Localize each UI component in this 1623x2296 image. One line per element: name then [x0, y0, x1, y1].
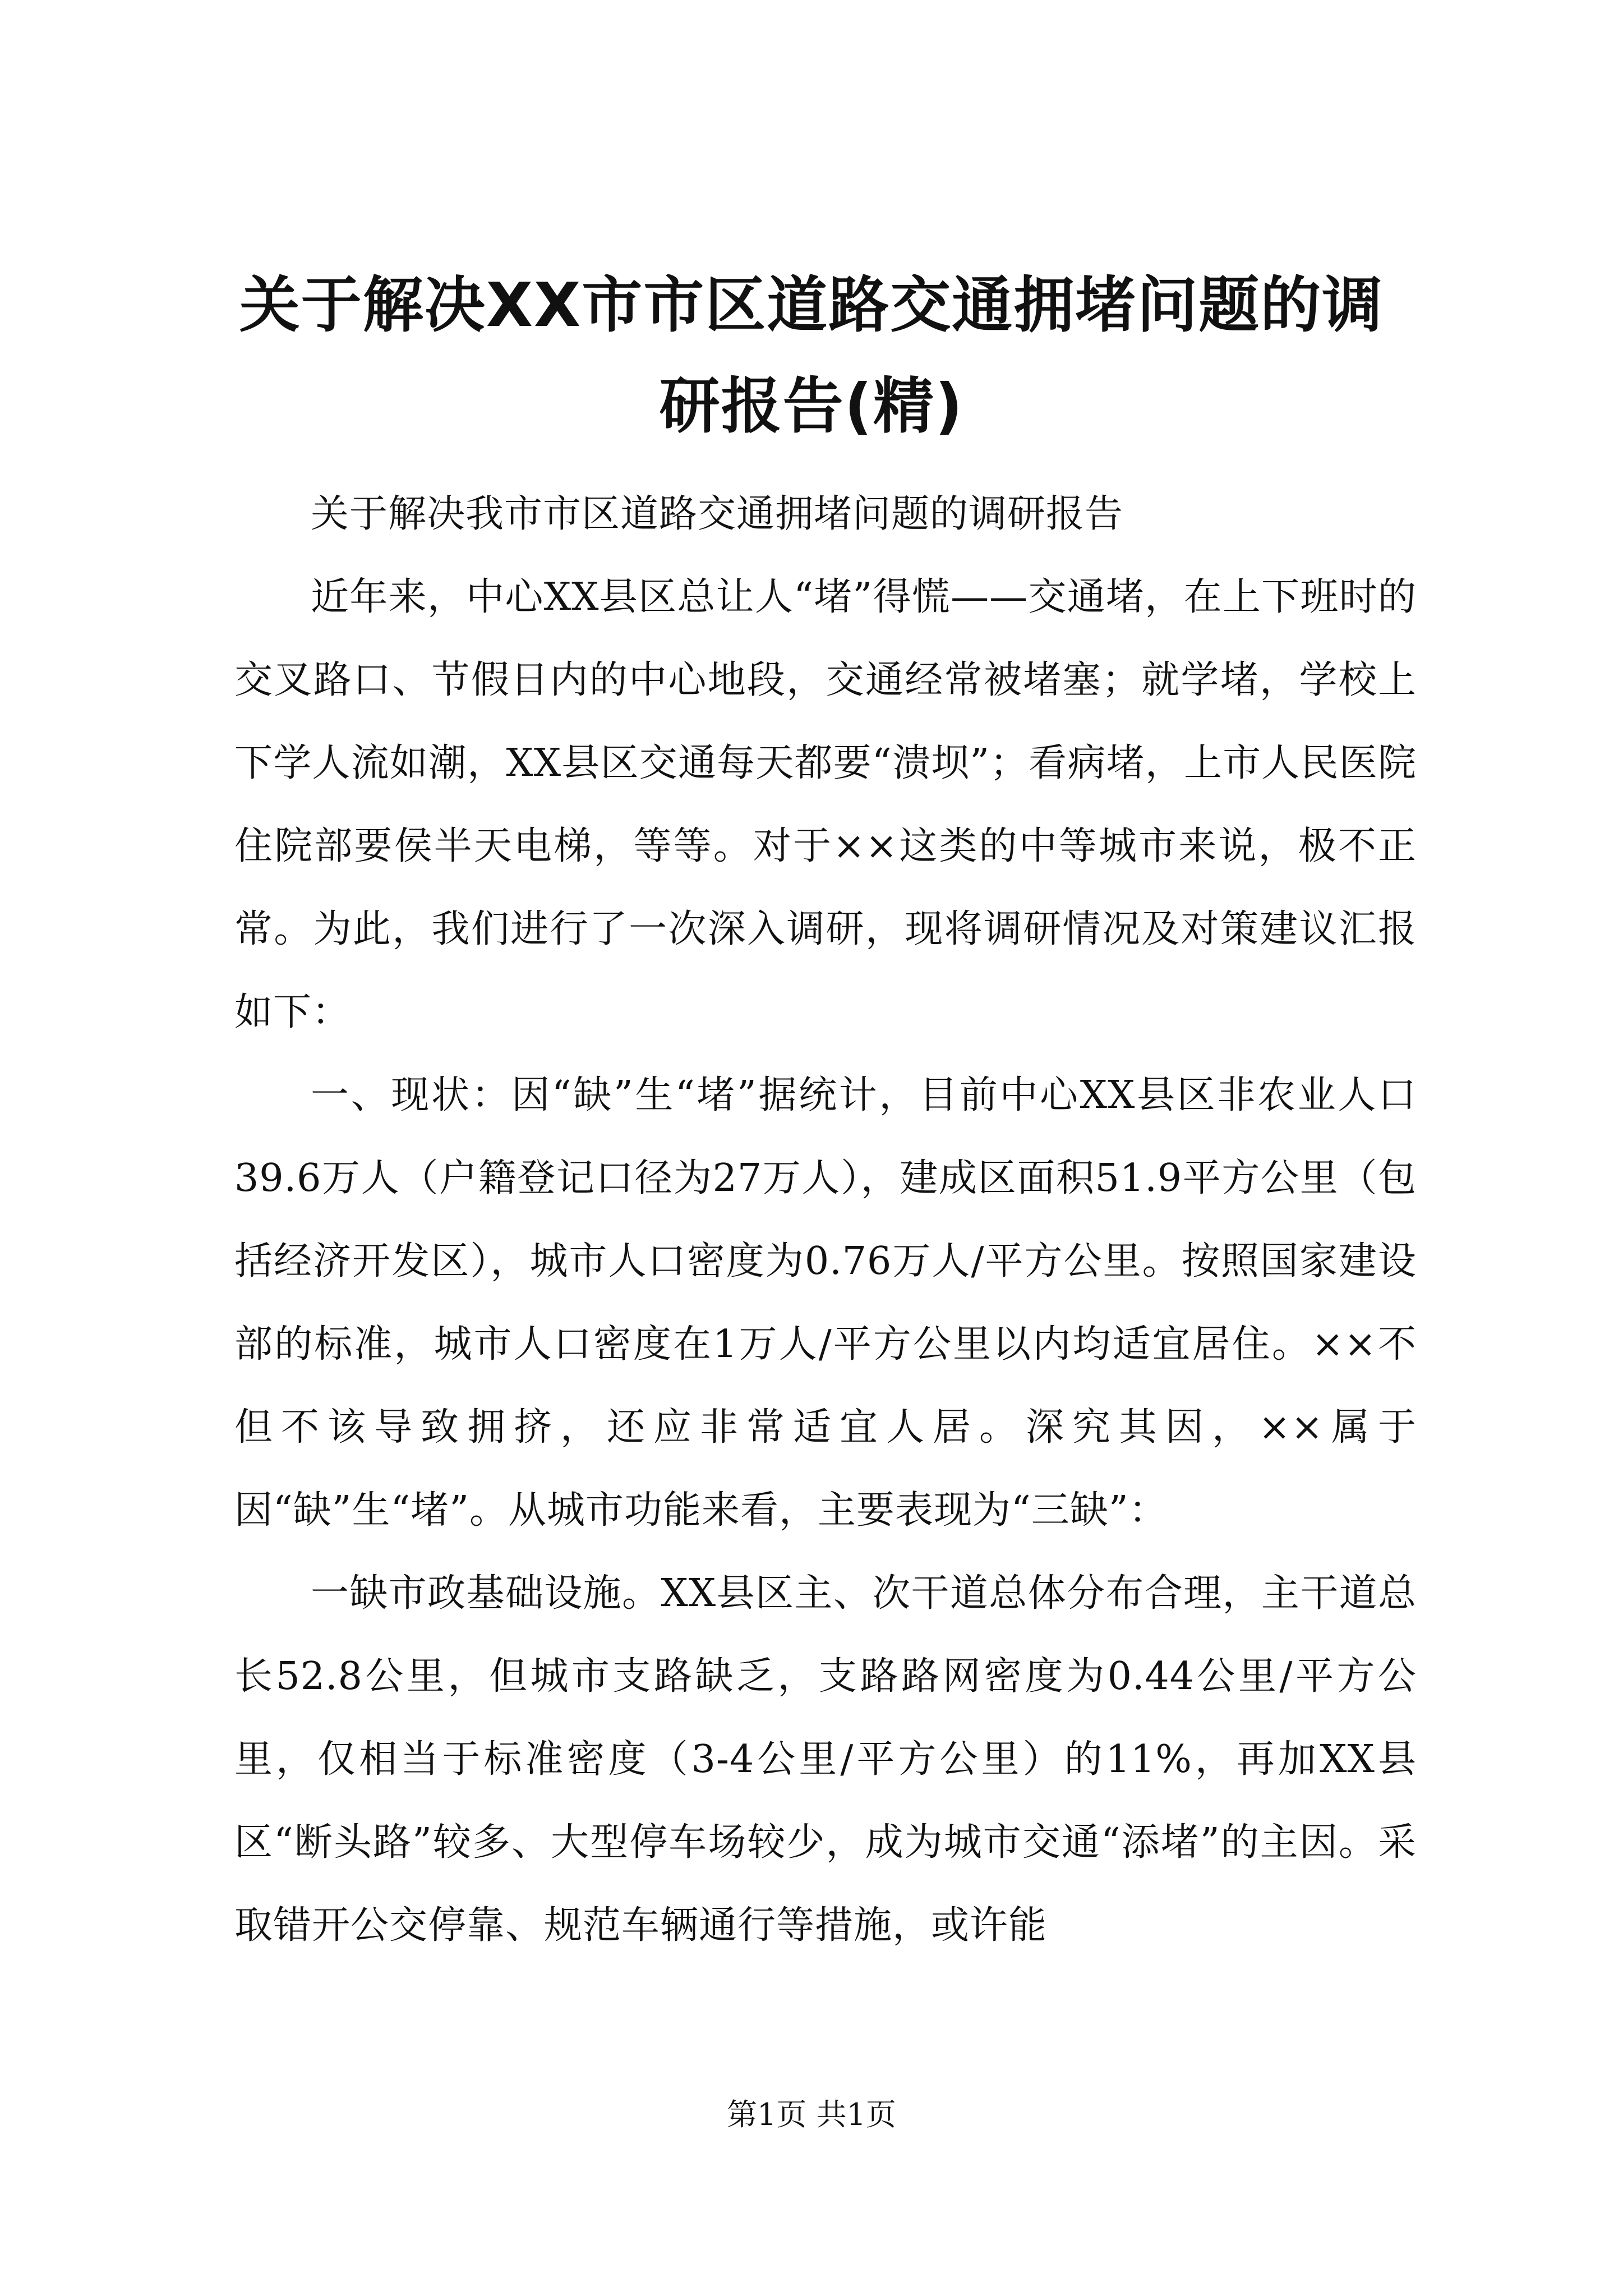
document-title: 关于解决XX市市区道路交通拥堵问题的调研报告(精) [239, 270, 1384, 441]
paragraph-status: 一、现状：因“缺”生“堵”据统计，目前中心XX县区非农业人口39.6万人（户籍登记口径为27万人），建成区面积51.9平方公里（包括经济开发区），城市人口密度为0.76万人/平方公里。按照国家建设部的标准，城市人口密度在1万人/平方公里以内均适宜居住。××不但不该导致拥挤，还应非常适宜人居。深究其因，××属于因“缺”生“堵”。从城市功能来看，主要表现为“三缺”： [234, 1073, 1417, 1533]
paragraph-subtitle: 关于解决我市市区道路交通拥堵问题的调研报告 [311, 492, 1124, 536]
paragraph-infrastructure: 一缺市政基础设施。XX县区主、次干道总体分布合理，主干道总长52.8公里，但城市支路缺乏，支路路网密度为0.44公里/平方公里，仅相当于标准密度（3-4公里/平方公里）的11%，再加XX县区“断头路”较多、大型停车场较少，成为城市交通“添堵”的主因。采取错开公交停靠、规范车辆通行等措施，或许能 [234, 1571, 1417, 1948]
document-body [234, 473, 1417, 1967]
page-number-footer: 第1页 共1页 [727, 2097, 896, 2132]
paragraph-intro: 近年来，中心XX县区总让人“堵”得慌——交通堵，在上下班时的交叉路口、节假日内的中心地段，交通经常被堵塞；就学堵，学校上下学人流如潮，XX县区交通每天都要“溃坝”；看病堵，上市人民医院住院部要侯半天电梯，等等。对于××这类的中等城市来说，极不正常。为此，我们进行了一次深入调研，现将调研情况及对策建议汇报如下： [234, 575, 1417, 1034]
